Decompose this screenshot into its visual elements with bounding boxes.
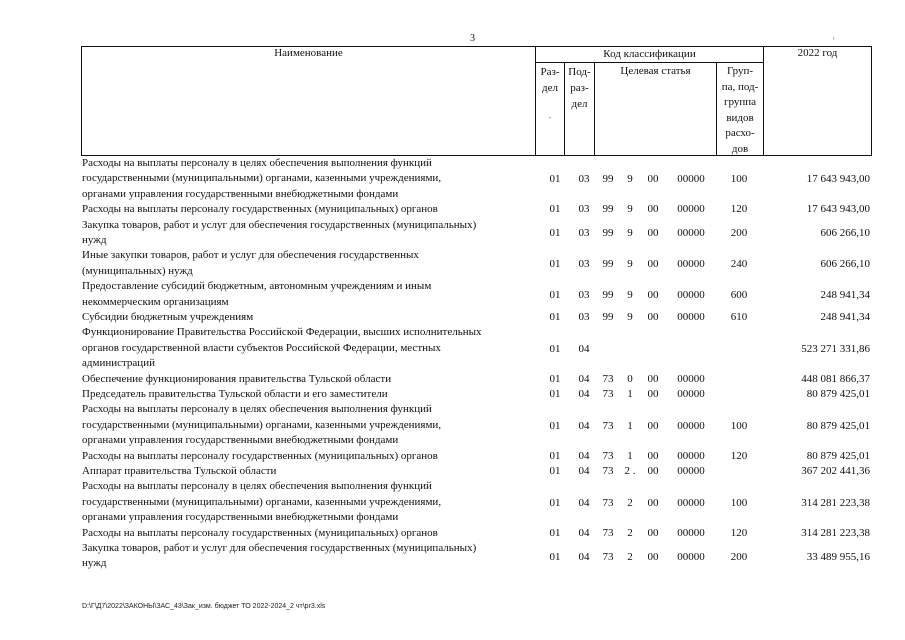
header-gruppa-line: дов — [731, 142, 749, 155]
cell-razdel: 01 — [549, 342, 561, 355]
cell-c3: 00 — [647, 372, 659, 385]
cell-podrazdel: 04 — [578, 465, 590, 477]
table-row — [82, 541, 872, 572]
cell-c4: 00000 — [677, 550, 705, 563]
cell-vid: 100 — [730, 419, 748, 432]
row-name: Аппарат правительства Тульской области — [82, 465, 277, 477]
cell-amount: 314 281 223,38 — [801, 526, 870, 539]
cell-podrazdel: 03 — [578, 258, 590, 271]
cell-razdel: 01 — [549, 372, 561, 385]
header-year: 2022 год — [797, 47, 838, 59]
cell-podrazdel: 03 — [578, 288, 590, 301]
header-left-border — [81, 46, 82, 156]
table-row — [82, 310, 872, 325]
cell-c2: 2 . — [624, 465, 636, 477]
cell-c1: 99 — [602, 288, 614, 301]
cell-podrazdel: 03 — [578, 173, 590, 186]
cell-podrazdel: 04 — [578, 419, 590, 432]
header-name: Наименование — [274, 47, 343, 59]
table-row — [82, 526, 872, 541]
cell-amount: 448 081 866,37 — [801, 372, 870, 385]
cell-podrazdel: 03 — [578, 311, 590, 323]
header-gruppa-line: группа — [723, 96, 757, 108]
cell-c1: 73 — [602, 388, 614, 400]
cell-amount: 248 941,34 — [820, 311, 870, 323]
cell-podrazdel: 04 — [578, 550, 590, 563]
header-razdel-dash: - — [548, 113, 552, 122]
table-row — [82, 372, 872, 387]
cell-c1: 73 — [602, 496, 614, 509]
header-tsel-statya: Целевая статья — [620, 65, 691, 77]
cell-razdel: 01 — [549, 288, 561, 301]
header-right-border — [871, 46, 872, 156]
cell-c4: 00000 — [677, 388, 705, 400]
cell-vid: 120 — [730, 526, 748, 539]
table-row — [82, 218, 872, 249]
cell-vid: 600 — [730, 288, 748, 301]
row-name: Расходы на выплаты персоналу в целях обеспечения выполнения функций государственными (муниципальными) органами, казенными учреждениями, органами управления государственными внебюджетными фондами — [82, 403, 442, 447]
cell-c1: 99 — [602, 258, 614, 271]
header-podrazdel-line: дел — [571, 98, 588, 110]
cell-c3: 00 — [647, 419, 659, 432]
cell-vid: 200 — [730, 227, 748, 240]
cell-c4: 00000 — [677, 288, 705, 301]
table-row — [82, 387, 872, 402]
cell-c2: 2 — [627, 496, 633, 509]
cell-c3: 00 — [647, 526, 659, 539]
header-razdel-line: Раз- — [540, 66, 560, 78]
row-name: Предоставление субсидий бюджетным, автономным учреждениям и иным некоммерческим организациям — [82, 280, 432, 308]
cell-razdel: 01 — [549, 449, 561, 462]
cell-vid: 100 — [730, 496, 748, 509]
cell-c3: 00 — [647, 258, 659, 271]
cell-c4: 00000 — [677, 496, 705, 509]
cell-c2: 9 — [627, 258, 633, 271]
cell-podrazdel: 04 — [578, 342, 590, 355]
cell-amount: 314 281 223,38 — [801, 496, 870, 509]
cell-c2: 2 — [627, 550, 633, 563]
cell-c2: 1 — [627, 419, 633, 432]
cell-razdel: 01 — [549, 311, 561, 323]
cell-vid: 100 — [730, 173, 748, 186]
row-name: Расходы на выплаты персоналу государственных (муниципальных) органов — [82, 449, 438, 462]
cell-amount: 80 879 425,01 — [806, 449, 870, 462]
table-row — [82, 325, 872, 371]
cell-c1: 73 — [602, 419, 614, 432]
cell-c1: 73 — [602, 526, 614, 539]
cell-razdel: 01 — [549, 173, 561, 186]
cell-c4: 00000 — [677, 311, 705, 323]
row-name: Обеспечение функционирования правительства Тульской области — [82, 372, 392, 385]
row-name: Председатель правительства Тульской области и его заместители — [82, 388, 388, 400]
cell-podrazdel: 04 — [578, 496, 590, 509]
cell-razdel: 01 — [549, 388, 561, 400]
cell-c3: 00 — [647, 449, 659, 462]
cell-razdel: 01 — [549, 465, 561, 477]
cell-amount: 606 266,10 — [820, 227, 870, 240]
header-gruppa-line: расхо- — [725, 127, 755, 139]
cell-c2: 2 — [627, 526, 633, 539]
cell-c4: 00000 — [677, 173, 705, 186]
cell-amount: 80 879 425,01 — [806, 388, 870, 400]
row-name: Расходы на выплаты персоналу государственных (муниципальных) органов — [82, 203, 438, 216]
cell-c3: 00 — [647, 465, 659, 477]
cell-c2: 9 — [627, 203, 633, 216]
row-name: Расходы на выплаты персоналу государственных (муниципальных) органов — [82, 526, 438, 539]
header-podrazdel-line: Под- — [568, 66, 591, 78]
cell-c2: 9 — [627, 311, 633, 323]
cell-podrazdel: 04 — [578, 388, 590, 400]
header-gruppa — [717, 64, 763, 157]
file-path-footer: D:\Г\Д7\2022\ЗАКОНЫ\ЗАС_43\Зак_изм. бюджет ТО 2022-2024_2 чт\pr3.xls — [82, 603, 326, 610]
table-row — [82, 464, 872, 479]
header-gruppa-line: Груп- — [726, 65, 754, 77]
corner-mark: ' — [833, 36, 835, 46]
cell-c4: 00000 — [677, 465, 705, 477]
row-name: Закупка товаров, работ и услуг для обеспечения государственных (муниципальных) нужд — [82, 542, 477, 570]
cell-amount: 367 202 441,36 — [801, 465, 870, 477]
cell-vid: 120 — [730, 203, 748, 216]
cell-c4: 00000 — [677, 449, 705, 462]
cell-c2: 9 — [627, 227, 633, 240]
page-number: 3 — [470, 33, 475, 44]
cell-amount: 80 879 425,01 — [806, 419, 870, 432]
cell-c4: 00000 — [677, 203, 705, 216]
cell-c2: 9 — [627, 173, 633, 186]
cell-c2: 0 — [627, 372, 633, 385]
cell-c1: 73 — [602, 550, 614, 563]
cell-c1: 73 — [602, 372, 614, 385]
row-name: Расходы на выплаты персоналу в целях обеспечения выполнения функций государственными (муниципальными) органами, казенными учреждениями, органами управления государственными внебюджетными фондами — [82, 157, 442, 200]
cell-c3: 00 — [647, 203, 659, 216]
cell-c1: 99 — [602, 203, 614, 216]
cell-c3: 00 — [647, 550, 659, 563]
cell-c4: 00000 — [677, 258, 705, 271]
cell-amount: 33 489 955,16 — [806, 550, 870, 563]
cell-vid: 120 — [730, 449, 748, 462]
row-name: Субсидии бюджетным учреждениям — [82, 311, 254, 323]
header-podrazdel — [565, 64, 594, 112]
header-code: Код классификации — [603, 48, 696, 60]
header-razdel-line: дел — [542, 82, 558, 94]
cell-c1: 99 — [602, 311, 614, 323]
cell-c1: 99 — [602, 173, 614, 186]
header-gruppa-line: па, под- — [721, 80, 759, 93]
cell-c1: 99 — [602, 227, 614, 240]
cell-c3: 00 — [647, 288, 659, 301]
table-row — [82, 156, 872, 202]
cell-c2: 1 — [627, 388, 633, 400]
table-row — [82, 202, 872, 217]
table-row — [82, 402, 872, 448]
table-row — [82, 449, 872, 464]
header-divider-code — [763, 46, 764, 156]
cell-amount: 17 643 943,00 — [806, 203, 870, 216]
cell-c1: 73 — [602, 449, 614, 462]
cell-c4: 00000 — [677, 419, 705, 432]
cell-podrazdel: 04 — [578, 449, 590, 462]
cell-amount: 523 271 331,86 — [801, 342, 870, 355]
row-name: Иные закупки товаров, работ и услуг для обеспечения государственных (муниципальных) нужд — [82, 249, 419, 277]
cell-podrazdel: 04 — [578, 526, 590, 539]
table-row — [82, 479, 872, 525]
cell-razdel: 01 — [549, 227, 561, 240]
header-razdel — [536, 64, 564, 126]
cell-c2: 1 — [627, 449, 633, 462]
row-name: Функционирование Правительства Российской Федерации, высших исполнительных органов государственной власти субъектов Российской Федерации, местных администраций — [82, 326, 482, 370]
cell-podrazdel: 04 — [578, 372, 590, 385]
table-row — [82, 248, 872, 279]
cell-razdel: 01 — [549, 203, 561, 216]
header-gruppa-line: видов — [726, 111, 754, 124]
cell-c2: 9 — [627, 288, 633, 301]
cell-c3: 00 — [647, 173, 659, 186]
cell-razdel: 01 — [549, 419, 561, 432]
cell-razdel: 01 — [549, 526, 561, 539]
cell-podrazdel: 03 — [578, 227, 590, 240]
cell-razdel: 01 — [549, 258, 561, 271]
table-row — [82, 279, 872, 310]
cell-c3: 00 — [647, 311, 659, 323]
cell-c3: 00 — [647, 227, 659, 240]
cell-amount: 17 643 943,00 — [806, 173, 870, 186]
cell-vid: 610 — [730, 311, 748, 323]
cell-c3: 00 — [647, 496, 659, 509]
cell-amount: 248 941,34 — [820, 288, 870, 301]
cell-razdel: 01 — [549, 496, 561, 509]
row-name: Расходы на выплаты персоналу в целях обеспечения выполнения функций государственными (муниципальными) органами, казенными учреждениями, органами управления государственными внебюджетными фондами — [82, 480, 442, 524]
cell-vid: 240 — [730, 258, 748, 271]
cell-c3: 00 — [647, 388, 659, 400]
code-subheader-border — [535, 62, 763, 63]
row-name: Закупка товаров, работ и услуг для обеспечения государственных (муниципальных) нужд — [82, 218, 477, 246]
cell-podrazdel: 03 — [578, 203, 590, 216]
cell-vid: 200 — [730, 550, 748, 563]
cell-c4: 00000 — [677, 227, 705, 240]
cell-razdel: 01 — [549, 550, 561, 563]
cell-amount: 606 266,10 — [820, 258, 870, 271]
cell-c4: 00000 — [677, 526, 705, 539]
header-podrazdel-line: раз- — [570, 82, 589, 94]
cell-c1: 73 — [602, 465, 614, 477]
cell-c4: 00000 — [677, 372, 705, 385]
